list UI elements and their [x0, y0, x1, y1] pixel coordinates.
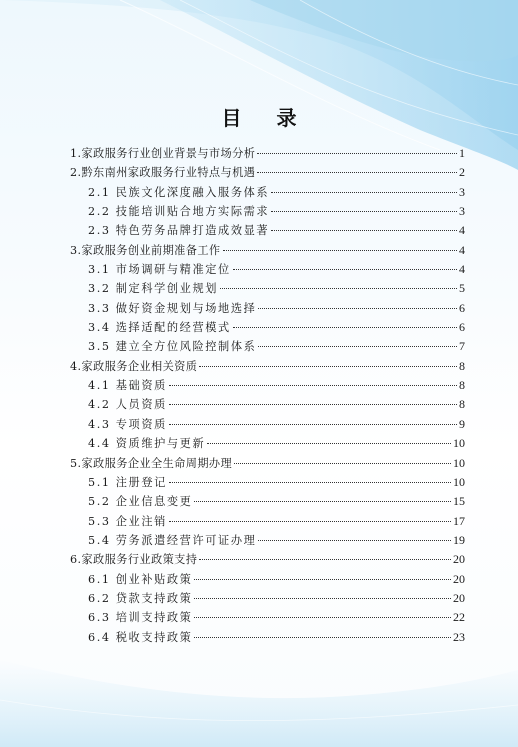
toc-entry-title: 4.家政服务企业相关资质 [70, 359, 198, 373]
dot-leader [169, 482, 451, 483]
toc-entry-title: 6.3 培训支持政策 [88, 611, 193, 625]
toc-page-number: 8 [459, 358, 465, 373]
toc-entry-title: 4.2 人员资质 [88, 398, 167, 412]
toc-page-number: 20 [453, 590, 465, 605]
dot-leader [169, 521, 451, 522]
toc-section-entry[interactable] [70, 376, 465, 395]
dot-leader [207, 443, 451, 444]
toc-section-entry[interactable] [70, 202, 465, 221]
toc-page-number: 20 [453, 552, 465, 567]
toc-page-number: 2 [459, 165, 465, 180]
dot-leader [271, 211, 457, 212]
dot-leader [258, 346, 457, 347]
toc-section-entry[interactable] [70, 395, 465, 414]
toc-section-entry[interactable] [70, 434, 465, 453]
dot-leader [271, 230, 457, 231]
toc-entry-title: 4.1 基础资质 [88, 379, 167, 393]
toc-section-entry[interactable] [70, 415, 465, 434]
toc-section-entry[interactable] [70, 318, 465, 337]
toc-section-entry[interactable] [70, 183, 465, 202]
toc-page-number: 20 [453, 571, 465, 586]
dot-leader [233, 327, 457, 328]
toc-section-entry[interactable] [70, 337, 465, 356]
toc-page-number: 4 [459, 242, 465, 257]
toc-page-number: 10 [453, 455, 465, 470]
toc-page-number: 10 [453, 436, 465, 451]
toc-page-number: 1 [459, 146, 465, 160]
toc-entry-title: 6.2 贷款支持政策 [88, 591, 193, 605]
dot-leader [257, 172, 457, 173]
toc-section-entry[interactable] [70, 279, 465, 298]
dot-leader [194, 598, 451, 599]
dot-leader [169, 385, 457, 386]
toc-entry-title: 6.4 税收支持政策 [88, 630, 193, 644]
dot-leader [199, 366, 457, 367]
toc-page-number: 3 [459, 204, 465, 219]
dot-leader [233, 269, 457, 270]
toc-entry-title: 4.4 资质维护与更新 [88, 437, 206, 451]
toc-entry-title: 6.1 创业补贴政策 [88, 572, 193, 586]
dot-leader [194, 617, 451, 618]
toc-section-entry[interactable] [70, 570, 465, 589]
toc-entry-title: 1.家政服务行业创业背景与市场分析 [70, 147, 256, 160]
toc-entry-title: 2.2 技能培训贴合地方实际需求 [88, 205, 270, 219]
dot-leader [220, 288, 457, 289]
toc-page-number: 23 [453, 629, 465, 644]
dot-leader [169, 404, 457, 405]
toc-entry-title: 2.1 民族文化深度融入服务体系 [88, 185, 270, 199]
toc-chapter-entry[interactable] [70, 357, 465, 376]
toc-section-entry[interactable] [70, 512, 465, 531]
dot-leader [199, 559, 451, 560]
toc-page-number: 8 [459, 397, 465, 412]
toc-page-number: 17 [453, 513, 465, 528]
toc-section-entry[interactable] [70, 589, 465, 608]
toc-entry-title: 5.家政服务企业全生命周期办理 [70, 456, 233, 470]
toc-entry-title: 5.1 注册登记 [88, 475, 167, 489]
toc-page-number: 10 [453, 474, 465, 489]
toc-page-number: 6 [459, 300, 465, 315]
dot-leader [169, 424, 457, 425]
toc-entry-title: 3.1 市场调研与精准定位 [88, 263, 231, 277]
toc-entry-title: 4.3 专项资质 [88, 417, 167, 431]
toc-page-number: 19 [453, 532, 465, 547]
toc-page-number: 4 [459, 223, 465, 238]
toc-page-number: 7 [459, 339, 465, 354]
dot-leader [234, 463, 451, 464]
toc-entry-title: 3.3 做好资金规划与场地选择 [88, 301, 257, 315]
dot-leader [271, 192, 457, 193]
toc-section-entry[interactable] [70, 531, 465, 550]
toc-page-number: 22 [453, 610, 465, 625]
dot-leader [258, 308, 457, 309]
toc-section-entry[interactable] [70, 221, 465, 240]
toc-entry-title: 3.5 建立全方位风险控制体系 [88, 340, 257, 354]
toc-chapter-entry[interactable] [70, 144, 465, 163]
toc-chapter-entry[interactable] [70, 163, 465, 182]
toc-entry-title: 6.家政服务行业政策支持 [70, 553, 198, 567]
toc-entry-title: 3.2 制定科学创业规划 [88, 282, 219, 296]
page-title: 目 录 [221, 106, 311, 130]
toc-page-number: 15 [453, 494, 465, 509]
dot-leader [223, 250, 457, 251]
toc-section-entry[interactable] [70, 608, 465, 627]
toc-chapter-entry[interactable] [70, 241, 465, 260]
toc-page-number: 5 [459, 281, 465, 296]
toc-section-entry[interactable] [70, 260, 465, 279]
toc-entry-title: 3.4 选择适配的经营模式 [88, 321, 231, 335]
toc-chapter-entry[interactable] [70, 550, 465, 569]
toc-page-number: 8 [459, 378, 465, 393]
toc-section-entry[interactable] [70, 473, 465, 492]
dot-leader [194, 579, 451, 580]
toc-chapter-entry[interactable] [70, 454, 465, 473]
toc-entry-title: 3.家政服务创业前期准备工作 [70, 243, 221, 257]
table-of-contents [70, 144, 465, 647]
toc-page-number: 3 [459, 184, 465, 199]
toc-entry-title: 5.3 企业注销 [88, 514, 167, 528]
dot-leader [258, 540, 451, 541]
toc-section-entry[interactable] [70, 492, 465, 511]
toc-section-entry[interactable] [70, 299, 465, 318]
toc-entry-title: 2.黔东南州家政服务行业特点与机遇 [70, 166, 256, 180]
toc-page-number: 4 [459, 262, 465, 277]
dot-leader [257, 153, 457, 154]
dot-leader [194, 501, 451, 502]
toc-entry-title: 5.2 企业信息变更 [88, 495, 193, 509]
toc-section-entry[interactable] [70, 628, 465, 647]
dot-leader [194, 637, 451, 638]
toc-entry-title: 5.4 劳务派遣经营许可证办理 [88, 533, 257, 547]
toc-page-number: 6 [459, 320, 465, 335]
toc-entry-title: 2.3 特色劳务品牌打造成效显著 [88, 224, 270, 238]
toc-page-number: 9 [459, 416, 465, 431]
